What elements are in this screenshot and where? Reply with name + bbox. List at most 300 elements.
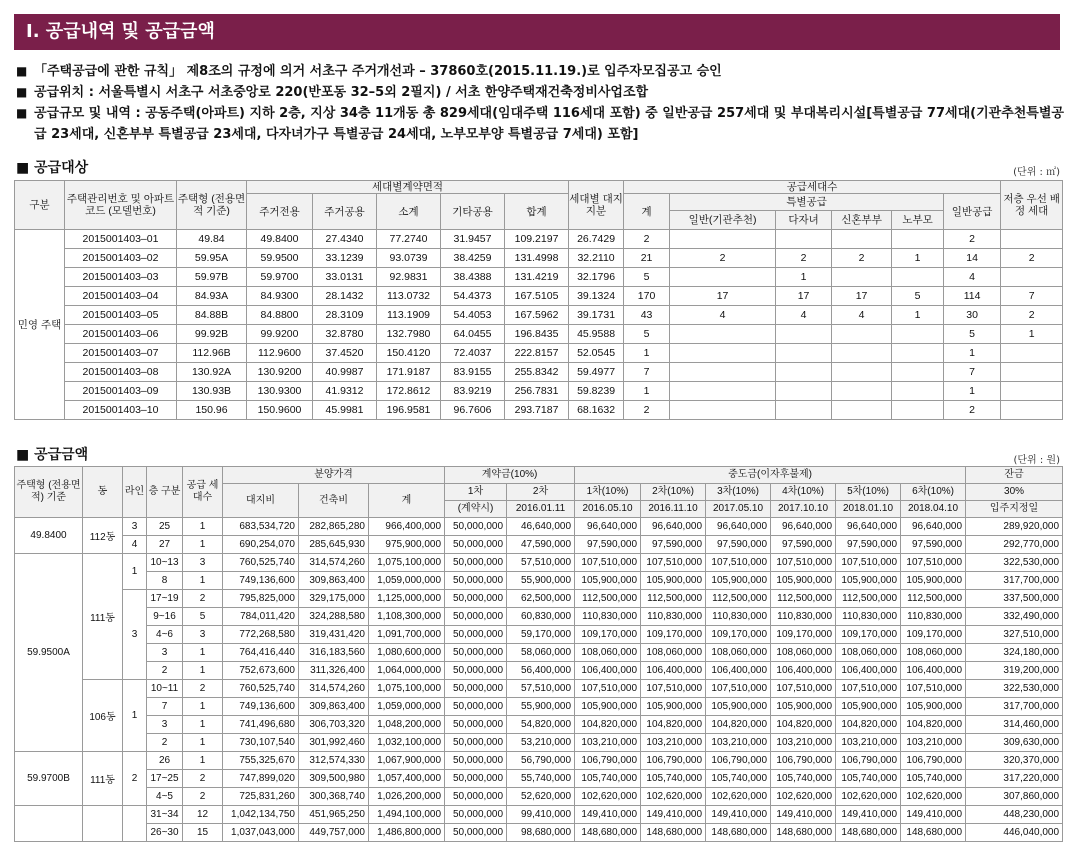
table-cell: 55,900,000 — [507, 572, 575, 590]
table-cell: 1,037,043,000 — [223, 824, 299, 842]
table-cell — [892, 268, 944, 287]
table-cell: 112,500,000 — [575, 590, 641, 608]
table-cell: 77.2740 — [377, 230, 441, 249]
table-cell: 109,170,000 — [836, 626, 901, 644]
table-cell: 107,510,000 — [836, 680, 901, 698]
table-row — [15, 287, 1063, 306]
table-cell: 150.96 — [177, 401, 247, 420]
table-cell: 293.7187 — [505, 401, 569, 420]
table-cell: 2015001403–01 — [65, 230, 177, 249]
table-cell: 39.1324 — [569, 287, 624, 306]
bullet-marker-icon: ■ — [16, 85, 28, 99]
table-cell: 5 — [944, 325, 1001, 344]
table-cell: 106,790,000 — [836, 752, 901, 770]
table-row — [15, 249, 1063, 268]
table-cell: 337,500,000 — [966, 590, 1063, 608]
table-cell: 760,525,740 — [223, 680, 299, 698]
col-units: 공급 세대수 — [183, 467, 223, 518]
table-cell: 102,620,000 — [836, 788, 901, 806]
table-cell: 2 — [183, 590, 223, 608]
table-cell: 2 — [183, 770, 223, 788]
table-cell: 109,170,000 — [641, 626, 706, 644]
table-cell: 112.9600 — [247, 344, 313, 363]
table-cell: 755,325,670 — [223, 752, 299, 770]
table-cell: 1 — [183, 716, 223, 734]
table-cell: 148,680,000 — [706, 824, 771, 842]
table-cell: 1,125,000,000 — [369, 590, 445, 608]
table-cell: 45.9981 — [313, 401, 377, 420]
line-cell: 1 — [123, 554, 147, 590]
table-cell: 109,170,000 — [706, 626, 771, 644]
table-cell: 103,210,000 — [901, 734, 966, 752]
table-cell: 50,000,000 — [445, 518, 507, 536]
table-cell: 55,740,000 — [507, 770, 575, 788]
table-cell: 170 — [624, 287, 670, 306]
table-cell — [1001, 382, 1063, 401]
table-cell: 2 — [147, 734, 183, 752]
table-cell: 57,510,000 — [507, 680, 575, 698]
table-cell: 149,410,000 — [575, 806, 641, 824]
table-cell: 2015001403–09 — [65, 382, 177, 401]
col-buildcost: 건축비 — [299, 484, 369, 518]
table-cell: 54,820,000 — [507, 716, 575, 734]
table-cell — [670, 325, 776, 344]
table-cell: 1,080,600,000 — [369, 644, 445, 662]
table-cell — [832, 344, 892, 363]
table-cell: 1 — [183, 698, 223, 716]
table-cell: 102,620,000 — [706, 788, 771, 806]
table-cell: 98,680,000 — [507, 824, 575, 842]
col-multi: 다자녀 — [776, 211, 832, 230]
table-cell: 3 — [183, 626, 223, 644]
table-cell: 2 — [670, 249, 776, 268]
line-cell: 2 — [123, 752, 147, 806]
table-cell: 285,645,930 — [299, 536, 369, 554]
table-cell: 52,620,000 — [507, 788, 575, 806]
table-cell: 50,000,000 — [445, 554, 507, 572]
table-cell: 2 — [832, 249, 892, 268]
table-cell: 149,410,000 — [771, 806, 836, 824]
table-cell — [892, 363, 944, 382]
table-cell: 50,000,000 — [445, 770, 507, 788]
table-cell: 747,899,020 — [223, 770, 299, 788]
table-cell: 72.4037 — [441, 344, 505, 363]
table-cell: 446,040,000 — [966, 824, 1063, 842]
table-cell: 105,900,000 — [641, 698, 706, 716]
table-cell: 105,900,000 — [575, 572, 641, 590]
table-cell: 292,770,000 — [966, 536, 1063, 554]
table-cell: 5 — [892, 287, 944, 306]
table-cell: 14 — [944, 249, 1001, 268]
table-cell: 2015001403–03 — [65, 268, 177, 287]
table-cell — [892, 401, 944, 420]
table-cell: 1 — [944, 344, 1001, 363]
table-cell: 106,790,000 — [901, 752, 966, 770]
table-cell: 2015001403–10 — [65, 401, 177, 420]
col-balpct: 30% — [966, 484, 1063, 501]
table-cell — [670, 363, 776, 382]
table-cell: 683,534,720 — [223, 518, 299, 536]
table-cell: 50,000,000 — [445, 698, 507, 716]
table-cell: 148,680,000 — [771, 824, 836, 842]
table-cell: 107,510,000 — [575, 554, 641, 572]
table-cell: 1 — [183, 752, 223, 770]
table-cell: 97,590,000 — [836, 536, 901, 554]
supply-target-unit: (단위 : ㎡) — [1013, 167, 1060, 178]
table-cell: 130.9300 — [247, 382, 313, 401]
table-row — [15, 644, 1063, 662]
table-cell: 150.9600 — [247, 401, 313, 420]
table-cell: 112,500,000 — [901, 590, 966, 608]
table-cell: 108,060,000 — [901, 644, 966, 662]
table-cell: 106,400,000 — [836, 662, 901, 680]
table-row — [15, 572, 1063, 590]
table-cell: 109,170,000 — [901, 626, 966, 644]
table-cell: 966,400,000 — [369, 518, 445, 536]
table-cell: 107,510,000 — [901, 554, 966, 572]
type-cell: 59.9700B — [15, 752, 83, 806]
table-cell: 112,500,000 — [836, 590, 901, 608]
table-cell: 62,500,000 — [507, 590, 575, 608]
table-cell — [670, 382, 776, 401]
col-baldate: 입주지정일 — [966, 501, 1063, 518]
table-cell: 64.0455 — [441, 325, 505, 344]
table-cell: 324,180,000 — [966, 644, 1063, 662]
table-cell — [776, 325, 832, 344]
table-cell: 59.9500 — [247, 249, 313, 268]
table-cell: 54.4373 — [441, 287, 505, 306]
table-cell: 31.9457 — [441, 230, 505, 249]
table-cell: 309,863,400 — [299, 572, 369, 590]
col-type: 주택형 (전용면적 기준) — [177, 181, 247, 230]
table-cell: 99.9200 — [247, 325, 313, 344]
col-d1sub: (계약시) — [445, 501, 507, 518]
table-cell: 50,000,000 — [445, 626, 507, 644]
table-cell: 15 — [183, 824, 223, 842]
table-cell: 749,136,600 — [223, 698, 299, 716]
table-cell: 319,200,000 — [966, 662, 1063, 680]
table-row — [15, 325, 1063, 344]
table-cell: 50,000,000 — [445, 680, 507, 698]
table-cell — [892, 230, 944, 249]
table-row — [15, 716, 1063, 734]
table-cell: 60,830,000 — [507, 608, 575, 626]
table-cell: 49.8400 — [247, 230, 313, 249]
table-cell: 97,590,000 — [771, 536, 836, 554]
table-cell — [670, 230, 776, 249]
col-land: 세대별 대지지분 — [569, 181, 624, 230]
table-cell: 1,042,134,750 — [223, 806, 299, 824]
table-row — [15, 824, 1063, 842]
table-cell: 2 — [624, 230, 670, 249]
table-cell — [776, 344, 832, 363]
table-cell: 50,000,000 — [445, 644, 507, 662]
dong-cell: 112동 — [83, 518, 123, 554]
table-cell: 102,620,000 — [901, 788, 966, 806]
table-cell: 749,136,600 — [223, 572, 299, 590]
dong-cell — [83, 806, 123, 842]
table-cell: 106,400,000 — [771, 662, 836, 680]
table-cell: 7 — [1001, 287, 1063, 306]
table-cell: 314,574,260 — [299, 680, 369, 698]
bullet-location: ■ 공급위치 : 서울특별시 서초구 서초중앙로 220(반포동 32–5외 2필지) / 서초 한양주택재건축정비사업조합 — [16, 82, 1066, 103]
dong-cell: 111동 — [83, 554, 123, 680]
col-total: 합계 — [505, 194, 569, 230]
table-row — [15, 770, 1063, 788]
line-cell: 3 — [123, 590, 147, 680]
table-cell: 50,000,000 — [445, 608, 507, 626]
table-cell: 59.8239 — [569, 382, 624, 401]
table-cell: 2 — [776, 249, 832, 268]
table-cell: 84.93A — [177, 287, 247, 306]
table-cell: 256.7831 — [505, 382, 569, 401]
table-cell: 300,368,740 — [299, 788, 369, 806]
table-cell: 106,790,000 — [641, 752, 706, 770]
table-cell: 105,900,000 — [641, 572, 706, 590]
table-cell: 4 — [776, 306, 832, 325]
table-cell: 222.8157 — [505, 344, 569, 363]
table-cell: 1,032,100,000 — [369, 734, 445, 752]
col-subtotal: 소계 — [377, 194, 441, 230]
table-cell: 93.0739 — [377, 249, 441, 268]
table-cell: 171.9187 — [377, 363, 441, 382]
table-cell — [670, 401, 776, 420]
table-cell: 309,630,000 — [966, 734, 1063, 752]
table-cell: 33.0131 — [313, 268, 377, 287]
table-cell: 97,590,000 — [641, 536, 706, 554]
type-cell — [15, 806, 83, 842]
table-cell: 130.9200 — [247, 363, 313, 382]
table-cell: 32.1796 — [569, 268, 624, 287]
table-cell: 59.9700 — [247, 268, 313, 287]
supply-target-table — [14, 180, 1063, 420]
table-row — [15, 268, 1063, 287]
table-cell: 37.4520 — [313, 344, 377, 363]
table-cell: 311,326,400 — [299, 662, 369, 680]
table-cell: 148,680,000 — [575, 824, 641, 842]
table-cell: 7 — [944, 363, 1001, 382]
col-m6d: 2018.04.10 — [901, 501, 966, 518]
table-cell: 317,220,000 — [966, 770, 1063, 788]
table-cell: 43 — [624, 306, 670, 325]
type-cell: 49.8400 — [15, 518, 83, 554]
table-cell — [1001, 401, 1063, 420]
table-cell: 131.4219 — [505, 268, 569, 287]
col-m4: 4차(10%) — [771, 484, 836, 501]
table-cell — [776, 230, 832, 249]
table-cell: 301,992,460 — [299, 734, 369, 752]
table-cell — [1001, 230, 1063, 249]
table-cell: 47,590,000 — [507, 536, 575, 554]
table-cell: 1 — [944, 382, 1001, 401]
col-pricetotal: 계 — [369, 484, 445, 518]
table-cell: 2015001403–08 — [65, 363, 177, 382]
table-cell — [892, 344, 944, 363]
table-cell: 50,000,000 — [445, 788, 507, 806]
table-cell: 104,820,000 — [706, 716, 771, 734]
table-cell: 107,510,000 — [901, 680, 966, 698]
table-cell: 108,060,000 — [771, 644, 836, 662]
table-cell: 106,790,000 — [575, 752, 641, 770]
col-floor: 층 구분 — [147, 467, 183, 518]
table-cell: 84.9300 — [247, 287, 313, 306]
bullet-approval: ■ 「주택공급에 관한 규칙」 제8조의 규정에 의거 서초구 주거개선과 – 37860호(2015.11.19.)로 입주자모집공고 승인 — [16, 61, 1066, 82]
table-cell: 106,400,000 — [575, 662, 641, 680]
col-gubun: 구분 — [15, 181, 65, 230]
table-cell: 1,048,200,000 — [369, 716, 445, 734]
table-cell: 59.97B — [177, 268, 247, 287]
table-cell: 172.8612 — [377, 382, 441, 401]
table-cell: 1 — [624, 344, 670, 363]
table-cell: 108,060,000 — [641, 644, 706, 662]
table-cell: 110,830,000 — [575, 608, 641, 626]
table-cell: 105,900,000 — [836, 698, 901, 716]
table-cell: 103,210,000 — [575, 734, 641, 752]
col-m3d: 2017.05.10 — [706, 501, 771, 518]
table-cell: 132.7980 — [377, 325, 441, 344]
table-cell: 105,900,000 — [901, 698, 966, 716]
table-cell: 106,790,000 — [706, 752, 771, 770]
table-cell — [670, 344, 776, 363]
table-cell — [776, 382, 832, 401]
col-lowfloor: 저층 우선 배정 세대 — [1001, 181, 1063, 230]
table-cell: 21 — [624, 249, 670, 268]
col-dong: 동 — [83, 467, 123, 518]
table-cell: 33.1239 — [313, 249, 377, 268]
table-cell: 38.4388 — [441, 268, 505, 287]
table-cell: 167.5105 — [505, 287, 569, 306]
col-sum: 계 — [624, 194, 670, 230]
table-cell: 2015001403–05 — [65, 306, 177, 325]
table-cell: 4 — [944, 268, 1001, 287]
table-cell: 150.4120 — [377, 344, 441, 363]
table-row — [15, 662, 1063, 680]
table-cell: 104,820,000 — [641, 716, 706, 734]
table-cell: 105,900,000 — [836, 572, 901, 590]
table-cell: 322,530,000 — [966, 680, 1063, 698]
table-cell — [832, 401, 892, 420]
table-cell: 26~30 — [147, 824, 183, 842]
table-cell: 106,400,000 — [706, 662, 771, 680]
table-row — [15, 554, 1063, 572]
table-cell: 110,830,000 — [836, 608, 901, 626]
table-cell: 104,820,000 — [771, 716, 836, 734]
table-cell: 448,230,000 — [966, 806, 1063, 824]
table-row — [15, 536, 1063, 554]
col-m2d: 2016.11.10 — [641, 501, 706, 518]
table-cell: 92.9831 — [377, 268, 441, 287]
table-cell: 5 — [624, 325, 670, 344]
table-cell — [832, 363, 892, 382]
col-m5d: 2018.01.10 — [836, 501, 901, 518]
table-cell: 725,831,260 — [223, 788, 299, 806]
table-cell: 306,703,320 — [299, 716, 369, 734]
table-cell: 103,210,000 — [771, 734, 836, 752]
table-cell: 46,640,000 — [507, 518, 575, 536]
col-exclusive: 주거전용 — [247, 194, 313, 230]
table-cell: 50,000,000 — [445, 734, 507, 752]
section-title: Ⅰ. 공급내역 및 공급금액 — [14, 14, 1060, 50]
table-cell: 107,510,000 — [706, 554, 771, 572]
table-cell: 17~25 — [147, 770, 183, 788]
table-cell: 741,496,680 — [223, 716, 299, 734]
table-cell: 97,590,000 — [575, 536, 641, 554]
table-cell: 105,900,000 — [706, 698, 771, 716]
table-cell: 2015001403–02 — [65, 249, 177, 268]
table-cell: 1,057,400,000 — [369, 770, 445, 788]
table-row — [15, 806, 1063, 824]
table-cell: 110,830,000 — [641, 608, 706, 626]
table-cell: 106,400,000 — [641, 662, 706, 680]
table-cell — [1001, 344, 1063, 363]
table-cell: 107,510,000 — [771, 680, 836, 698]
table-row — [15, 230, 1063, 249]
table-cell — [832, 268, 892, 287]
table-row — [15, 306, 1063, 325]
table-cell: 38.4259 — [441, 249, 505, 268]
table-cell: 96,640,000 — [901, 518, 966, 536]
col-inst: 일반(기관추천) — [670, 211, 776, 230]
table-cell: 105,900,000 — [901, 572, 966, 590]
table-cell: 84.8800 — [247, 306, 313, 325]
supply-price-table — [14, 466, 1063, 842]
table-cell: 1 — [892, 306, 944, 325]
table-cell: 320,370,000 — [966, 752, 1063, 770]
table-cell: 112,500,000 — [641, 590, 706, 608]
table-cell: 1,026,200,000 — [369, 788, 445, 806]
table-cell: 148,680,000 — [901, 824, 966, 842]
table-cell: 319,431,420 — [299, 626, 369, 644]
table-cell: 103,210,000 — [836, 734, 901, 752]
table-cell: 105,740,000 — [771, 770, 836, 788]
table-cell: 97,590,000 — [901, 536, 966, 554]
table-cell: 309,500,980 — [299, 770, 369, 788]
table-cell: 83.9219 — [441, 382, 505, 401]
table-cell: 332,490,000 — [966, 608, 1063, 626]
table-row — [15, 680, 1063, 698]
col-m1d: 2016.05.10 — [575, 501, 641, 518]
table-cell: 12 — [183, 806, 223, 824]
table-cell: 105,900,000 — [575, 698, 641, 716]
bullet-scale: ■ 공급규모 및 내역 : 공동주택(아파트) 지하 2층, 지상 34층 11개동 총 829세대(임대주택 116세대 포함) 중 일반공급 257세대 및 부대복리시설[특별공급 77세대(기관추천특별공급 23세대, 신혼부부 특별공급 23세대, 다자녀가구 특별공급 24세대, 노부모부양 특별공급 7세대) 포함] — [16, 103, 1066, 145]
table-cell: 109.2197 — [505, 230, 569, 249]
table-cell: 784,011,420 — [223, 608, 299, 626]
table-cell: 30 — [944, 306, 1001, 325]
table-cell: 1 — [183, 734, 223, 752]
table-cell: 1,075,100,000 — [369, 680, 445, 698]
supply-price-unit: (단위 : 원) — [1013, 455, 1060, 466]
table-row — [15, 608, 1063, 626]
table-row — [15, 518, 1063, 536]
table-cell: 4 — [670, 306, 776, 325]
table-cell: 114 — [944, 287, 1001, 306]
table-cell: 108,060,000 — [706, 644, 771, 662]
table-cell — [832, 230, 892, 249]
table-cell: 730,107,540 — [223, 734, 299, 752]
table-cell: 106,790,000 — [771, 752, 836, 770]
table-cell: 1 — [183, 644, 223, 662]
table-cell: 96,640,000 — [771, 518, 836, 536]
table-cell: 324,288,580 — [299, 608, 369, 626]
table-cell: 109,170,000 — [771, 626, 836, 644]
table-cell: 317,700,000 — [966, 698, 1063, 716]
table-cell: 17 — [832, 287, 892, 306]
table-cell: 104,820,000 — [575, 716, 641, 734]
table-cell: 84.88B — [177, 306, 247, 325]
table-row — [15, 590, 1063, 608]
col-d2sub: 2016.01.11 — [507, 501, 575, 518]
table-cell: 2 — [944, 230, 1001, 249]
